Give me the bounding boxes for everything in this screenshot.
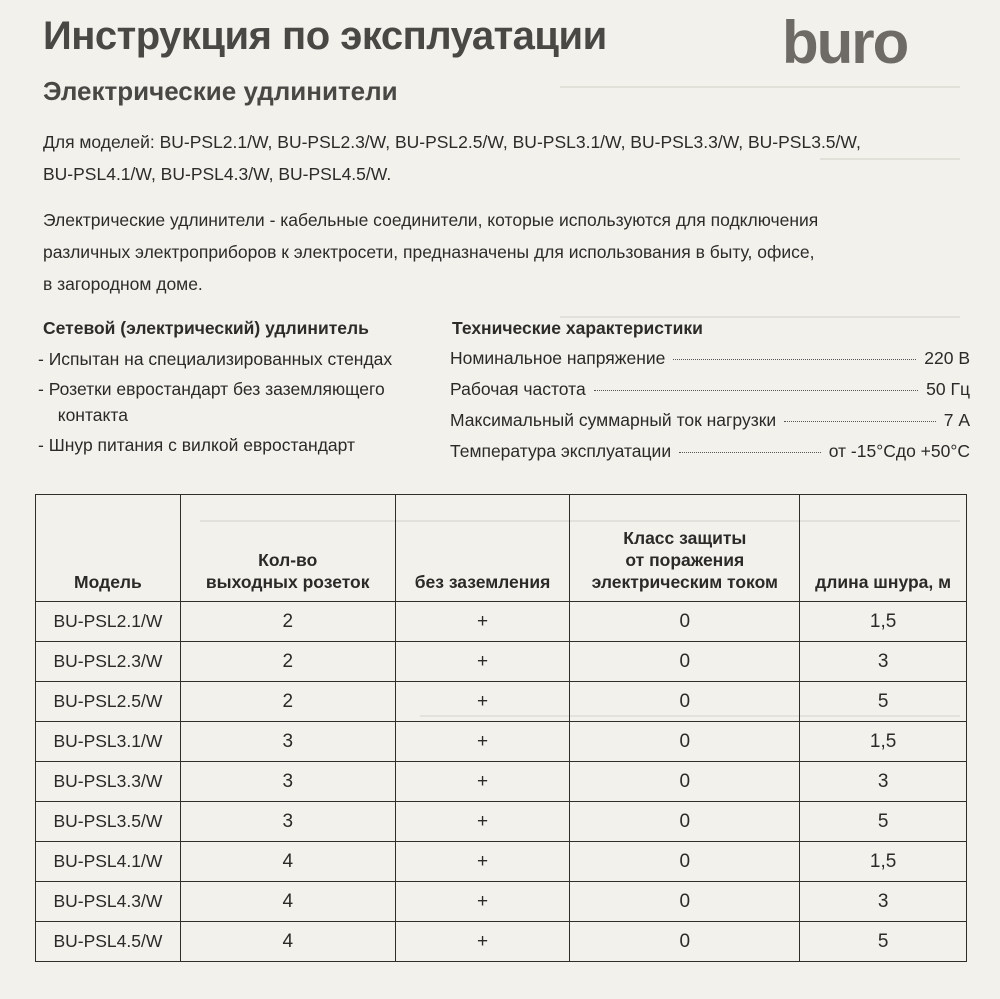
cell-no-ground: + xyxy=(395,642,570,682)
cell-protection-class: 0 xyxy=(570,842,800,882)
spec-row xyxy=(450,348,970,379)
models-table xyxy=(35,494,967,962)
cell-no-ground: + xyxy=(395,602,570,642)
cell-outlets: 3 xyxy=(180,722,395,762)
cell-cord-length: 1,5 xyxy=(800,842,967,882)
models-line-2: BU-PSL4.1/W, BU-PSL4.3/W, BU-PSL4.5/W. xyxy=(43,164,392,184)
page-subtitle: Электрические удлинители xyxy=(43,76,398,106)
table-row xyxy=(36,842,967,882)
cell-outlets: 4 xyxy=(180,842,395,882)
cell-protection-class: 0 xyxy=(570,922,800,962)
description-line-2: различных электроприборов к электросети, предназначены для использования в быту, офисе, xyxy=(43,242,815,262)
cell-model: BU-PSL3.5/W xyxy=(36,802,181,842)
leader-dots xyxy=(679,452,821,453)
cell-outlets: 2 xyxy=(180,602,395,642)
cell-protection-class: 0 xyxy=(570,882,800,922)
cell-protection-class: 0 xyxy=(570,762,800,802)
spec-value: 7 А xyxy=(943,410,970,430)
cell-no-ground: + xyxy=(395,682,570,722)
cell-no-ground: + xyxy=(395,842,570,882)
cell-outlets: 4 xyxy=(180,922,395,962)
cell-cord-length: 1,5 xyxy=(800,602,967,642)
feature-item: - Испытан на специализированных стендах xyxy=(38,349,393,369)
cell-model: BU-PSL4.5/W xyxy=(36,922,181,962)
cell-no-ground: + xyxy=(395,922,570,962)
specs-list xyxy=(450,348,970,472)
cell-outlets: 3 xyxy=(180,802,395,842)
leader-dots xyxy=(673,359,916,360)
features-heading: Сетевой (электрический) удлинитель xyxy=(43,318,369,338)
table-body xyxy=(36,602,967,962)
description xyxy=(43,204,943,300)
feature-item: - Шнур питания с вилкой евростандарт xyxy=(38,435,356,455)
leader-dots xyxy=(784,421,936,422)
cell-protection-class: 0 xyxy=(570,602,800,642)
cell-cord-length: 3 xyxy=(800,882,967,922)
cell-no-ground: + xyxy=(395,722,570,762)
specs-heading: Технические характеристики xyxy=(452,318,703,338)
cell-model: BU-PSL4.3/W xyxy=(36,882,181,922)
cell-outlets: 3 xyxy=(180,762,395,802)
header-cord-length: длина шнура, м xyxy=(800,495,967,602)
table-row xyxy=(36,922,967,962)
feature-item: - Розетки евростандарт без заземляющего xyxy=(38,379,385,399)
spec-label: Температура эксплуатации xyxy=(450,441,672,461)
cell-no-ground: + xyxy=(395,762,570,802)
features-list xyxy=(38,346,413,462)
table-row xyxy=(36,642,967,682)
description-line-1: Электрические удлинители - кабельные соединители, которые используются для подключения xyxy=(43,210,819,230)
models-line-1: Для моделей: BU-PSL2.1/W, BU-PSL2.3/W, BU-PSL2.5/W, BU-PSL3.1/W, BU-PSL3.3/W, BU-PSL3.5/W, xyxy=(43,132,861,152)
feature-item: контакта xyxy=(48,405,128,425)
cell-no-ground: + xyxy=(395,802,570,842)
cell-cord-length: 3 xyxy=(800,642,967,682)
spec-row xyxy=(450,379,970,410)
cell-cord-length: 5 xyxy=(800,682,967,722)
header-model: Модель xyxy=(36,495,181,602)
buro-logo: buro xyxy=(782,9,908,76)
cell-model: BU-PSL2.3/W xyxy=(36,642,181,682)
cell-protection-class: 0 xyxy=(570,722,800,762)
cell-no-ground: + xyxy=(395,882,570,922)
models-list xyxy=(43,126,943,190)
page-title: Инструкция по эксплуатации xyxy=(43,14,607,58)
header-protection-class: Класс защиты от поражения электрическим током xyxy=(570,495,800,602)
cell-cord-length: 5 xyxy=(800,802,967,842)
table-row xyxy=(36,602,967,642)
spec-value: 50 Гц xyxy=(926,379,970,399)
cell-protection-class: 0 xyxy=(570,682,800,722)
cell-cord-length: 5 xyxy=(800,922,967,962)
header-outlets: Кол-во выходных розеток xyxy=(180,495,395,602)
cell-model: BU-PSL3.1/W xyxy=(36,722,181,762)
cell-model: BU-PSL4.1/W xyxy=(36,842,181,882)
spec-label: Максимальный суммарный ток нагрузки xyxy=(450,410,777,430)
table-row xyxy=(36,882,967,922)
cell-outlets: 4 xyxy=(180,882,395,922)
cell-cord-length: 1,5 xyxy=(800,722,967,762)
spec-label: Рабочая частота xyxy=(450,379,586,399)
cell-model: BU-PSL2.5/W xyxy=(36,682,181,722)
cell-model: BU-PSL2.1/W xyxy=(36,602,181,642)
spec-value: от -15°Сдо +50°С xyxy=(828,441,970,461)
cell-protection-class: 0 xyxy=(570,642,800,682)
leader-dots xyxy=(594,390,918,391)
header-no-ground: без заземления xyxy=(395,495,570,602)
table-row xyxy=(36,802,967,842)
table-row xyxy=(36,722,967,762)
description-line-3: в загородном доме. xyxy=(43,274,203,294)
cell-outlets: 2 xyxy=(180,682,395,722)
spec-row xyxy=(450,410,970,441)
cell-model: BU-PSL3.3/W xyxy=(36,762,181,802)
table-header-row xyxy=(36,495,967,602)
table-row xyxy=(36,762,967,802)
cell-cord-length: 3 xyxy=(800,762,967,802)
spec-value: 220 В xyxy=(924,348,970,368)
table-row xyxy=(36,682,967,722)
cell-outlets: 2 xyxy=(180,642,395,682)
spec-label: Номинальное напряжение xyxy=(450,348,666,368)
cell-protection-class: 0 xyxy=(570,802,800,842)
spec-row xyxy=(450,441,970,472)
